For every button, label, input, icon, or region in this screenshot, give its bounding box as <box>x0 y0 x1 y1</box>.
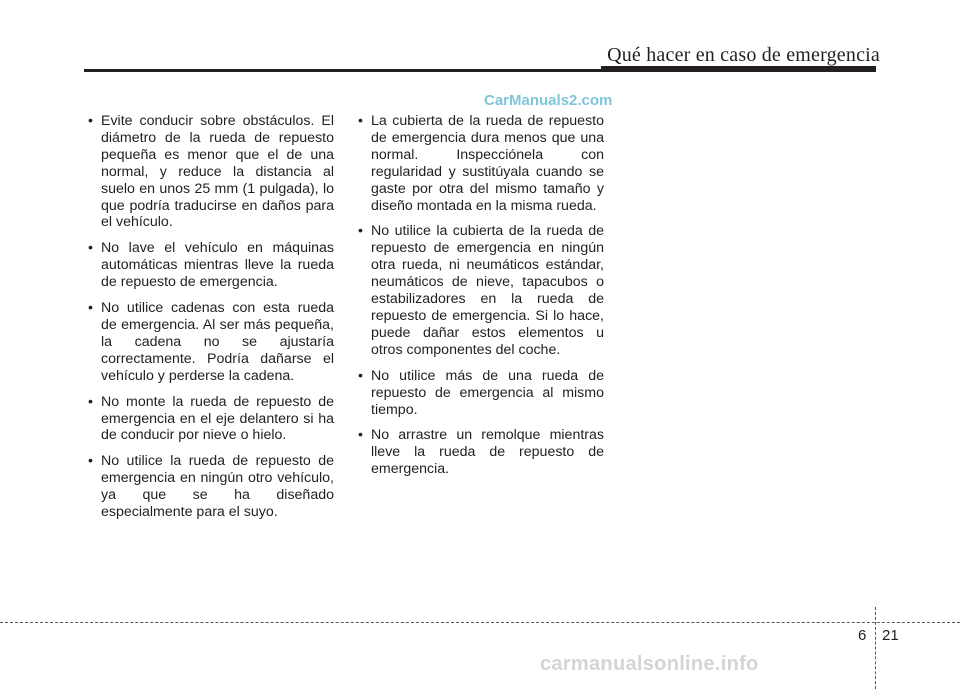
list-item: • No utilice más de una rueda de repuesto de emergencia al mismo tiempo. <box>358 368 604 419</box>
left-column <box>88 113 334 530</box>
footer-dashed-rule <box>0 622 960 623</box>
watermark-carmanualsonline[interactable]: carmanualsonline.info <box>540 653 759 675</box>
list-item: • No utilice la rueda de repuesto de emergencia en ningún otro vehículo, ya que se ha diseñado especialmente para el suyo. <box>88 453 334 521</box>
list-item: • No utilice la cubierta de la rueda de repuesto de emergencia en ningún otra rueda, ni neumáticos estándar, neumáticos de nieve, tapacubos o estabilizadores en la rueda de repuesto de emergencia. Si lo hace, puede dañar estos elementos u otros componentes del coche. <box>358 223 604 358</box>
page-number: 21 <box>882 627 899 644</box>
footer-page-divider <box>875 607 876 689</box>
list-item: • No arrastre un remolque mientras lleve la rueda de repuesto de emergencia. <box>358 427 604 478</box>
list-item: • Evite conducir sobre obstáculos. El diámetro de la rueda de repuesto pequeña es menor que el de una normal, y reduce la distancia al suelo en unos 25 mm (1 pulgada), lo que podría traducirse en daños para el vehículo. <box>88 113 334 231</box>
list-item: • La cubierta de la rueda de repuesto de emergencia dura menos que una normal. Inspecciónela con regularidad y sustitúyala cuando se gaste por otra del mismo tamaño y diseño montada en la misma rueda. <box>358 113 604 214</box>
list-item: • No lave el vehículo en máquinas automáticas mientras lleve la rueda de repuesto de emergencia. <box>88 240 334 291</box>
list-item: • No monte la rueda de repuesto de emergencia en el eje delantero si ha de conducir por nieve o hielo. <box>88 394 334 445</box>
header-rule-accent <box>601 66 876 72</box>
right-bullet-list <box>358 113 604 478</box>
page-header-title: Qué hacer en caso de emergencia <box>607 44 880 66</box>
watermark-carmanuals2[interactable]: CarManuals2.com <box>484 92 613 109</box>
right-column <box>358 113 604 487</box>
list-item: • No utilice cadenas con esta rueda de emergencia. Al ser más pequeña, la cadena no se ajustaría correctamente. Podría dañarse el vehículo y perderse la cadena. <box>88 300 334 385</box>
chapter-number: 6 <box>858 627 867 644</box>
left-bullet-list <box>88 113 334 521</box>
